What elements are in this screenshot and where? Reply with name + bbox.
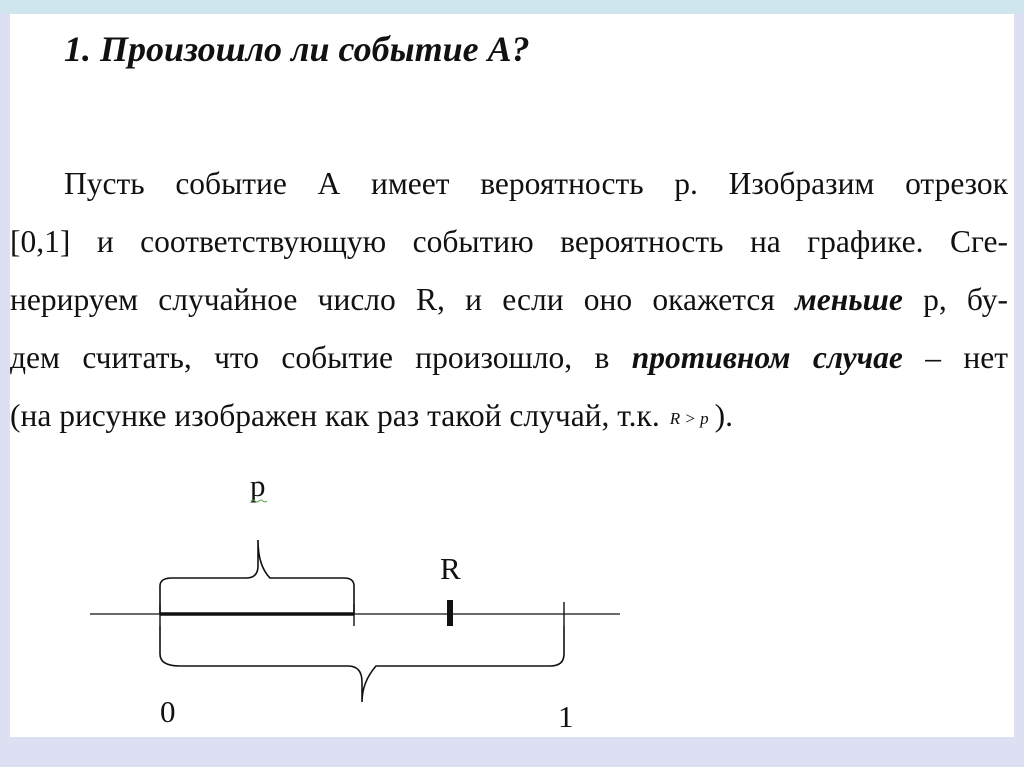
paragraph-line-2: [0,1] и соответствующую событию вероятность на графике. Сге-: [10, 224, 1008, 259]
bottom-bar: [0, 737, 1024, 767]
line-5-text-a: (на рисунке изображен как раз такой случай, т.к.: [10, 398, 660, 433]
line-4-text-b: – нет: [902, 340, 1008, 375]
label-p: p: [250, 468, 266, 503]
line-5-text-b: ).: [714, 398, 733, 433]
formula-r-greater-p: R > p: [669, 409, 709, 428]
slide: [10, 14, 1014, 737]
label-one: 1: [558, 699, 574, 734]
line-4-text-a: дем считать, что событие произошло, в: [10, 340, 632, 375]
slide-title: 1. Произошло ли событие А?: [64, 29, 530, 69]
brace-p: [160, 540, 354, 614]
emphasis-otherwise: противном случае: [631, 340, 903, 375]
line-3-text-a: нерируем случайное число R, и если оно окажется: [10, 282, 796, 317]
label-zero: 0: [160, 694, 176, 729]
line-3-text-b: p, бу-: [902, 282, 1009, 317]
paragraph-line-1: Пусть событие А имеет вероятность p. Изобразим отрезок: [64, 166, 1008, 201]
number-line-diagram: [10, 14, 1014, 737]
top-bar: [0, 0, 1024, 14]
brace-unit-interval: [160, 626, 564, 702]
marker-r: [447, 600, 453, 626]
emphasis-less: меньше: [795, 282, 903, 317]
label-r: R: [440, 551, 461, 586]
